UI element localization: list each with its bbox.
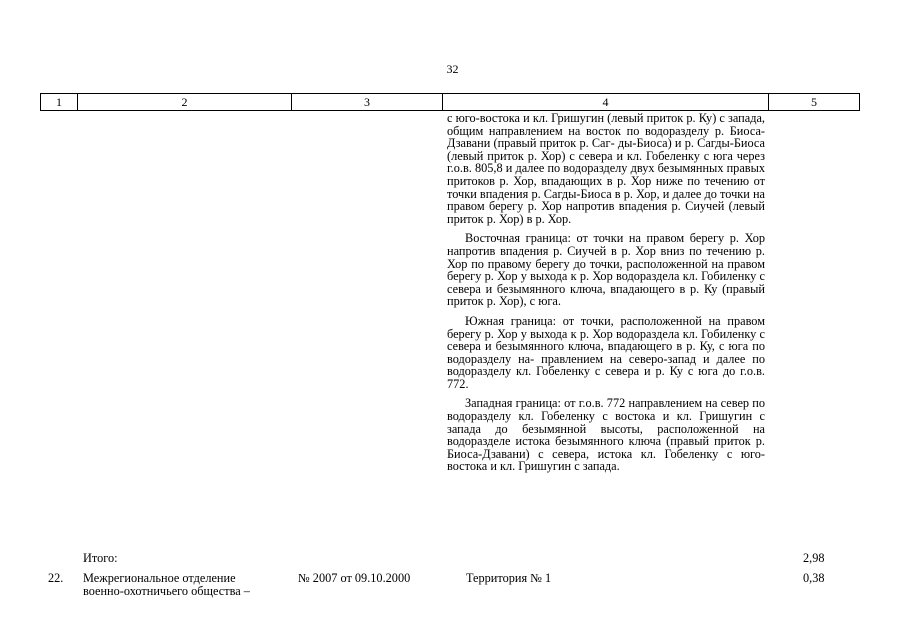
header-col-1: 1 — [41, 94, 78, 110]
page-number: 32 — [446, 62, 459, 76]
header-col-3: 3 — [292, 94, 443, 110]
boundary-description — [447, 112, 765, 480]
boundary-paragraph-north: с юго-востока и кл. Гришугин (левый приток р. Ку) с запада, общим направлением на восток по водоразделу р. Биоса-Дзавани (правый приток р. Саг- ды-Биоса) и р. Сагды-Биоса (левый приток р. Хор) с севера и кл. Гобеленку с юга через г.о.в. 805,8 и далее по водоразделу двух безымянных правых притоков р. Хор, впадающих в р. Хор ниже по течению от точки впадения р. Сагды-Биоса в р. Хор, и далее до точки на правом берегу р. Хор напротив впадения р. Сиучей (левый приток р. Хор) в р. Хор. — [447, 111, 765, 226]
header-col-2: 2 — [78, 94, 292, 110]
boundary-paragraph-east: Восточная граница: от точки на правом берегу р. Хор напротив впадения р. Сиучей в р. Хор вниз по течению р. Хор по правому берегу до точки, расположенной на правом берегу р. Хор у выхода к р. Хор водораздела кл. Гобиленку с севера и безымянного ключа, впадающего в р. Ку (правый приток р. Хор), с юга. — [447, 231, 765, 309]
territory-name: Территория № 1 — [466, 571, 552, 585]
table-header-row — [40, 93, 860, 111]
header-col-4: 4 — [443, 94, 769, 110]
organization-name-line2: военно-охотничьего общества – — [83, 584, 250, 598]
itogo-label: Итого: — [83, 551, 118, 565]
itogo-value: 2,98 — [803, 551, 825, 565]
header-col-5: 5 — [811, 95, 817, 109]
area-value: 0,38 — [803, 571, 825, 585]
document-number: № 2007 от 09.10.2000 — [298, 571, 411, 585]
boundary-paragraph-south: Южная граница: от точки, расположенной на правом берегу р. Хор у выхода к р. Хор водораздела кл. Гобиленку с севера и безымянного ключа, впадающего в р. Ку, с юга по водоразделу на- правлением на северо-запад и далее по водоразделу кл. Гобеленку с севера и р. Ку с юга до г.о.в. 772. — [447, 313, 765, 391]
row-number: 22. — [48, 571, 64, 585]
boundary-paragraph-west: Западная граница: от г.о.в. 772 направлением на север по водоразделу кл. Гобеленку с востока и кл. Гришугин с запада до безымянной высоты, расположенной на водоразделе истока безымянного ключа (правый приток р. Биоса-Дзавани) с севера, истока кл. Гобеленку с юго-востока и кл. Гришугин с запада. — [447, 396, 765, 474]
organization-name-line1: Межрегиональное отделение — [83, 571, 236, 585]
